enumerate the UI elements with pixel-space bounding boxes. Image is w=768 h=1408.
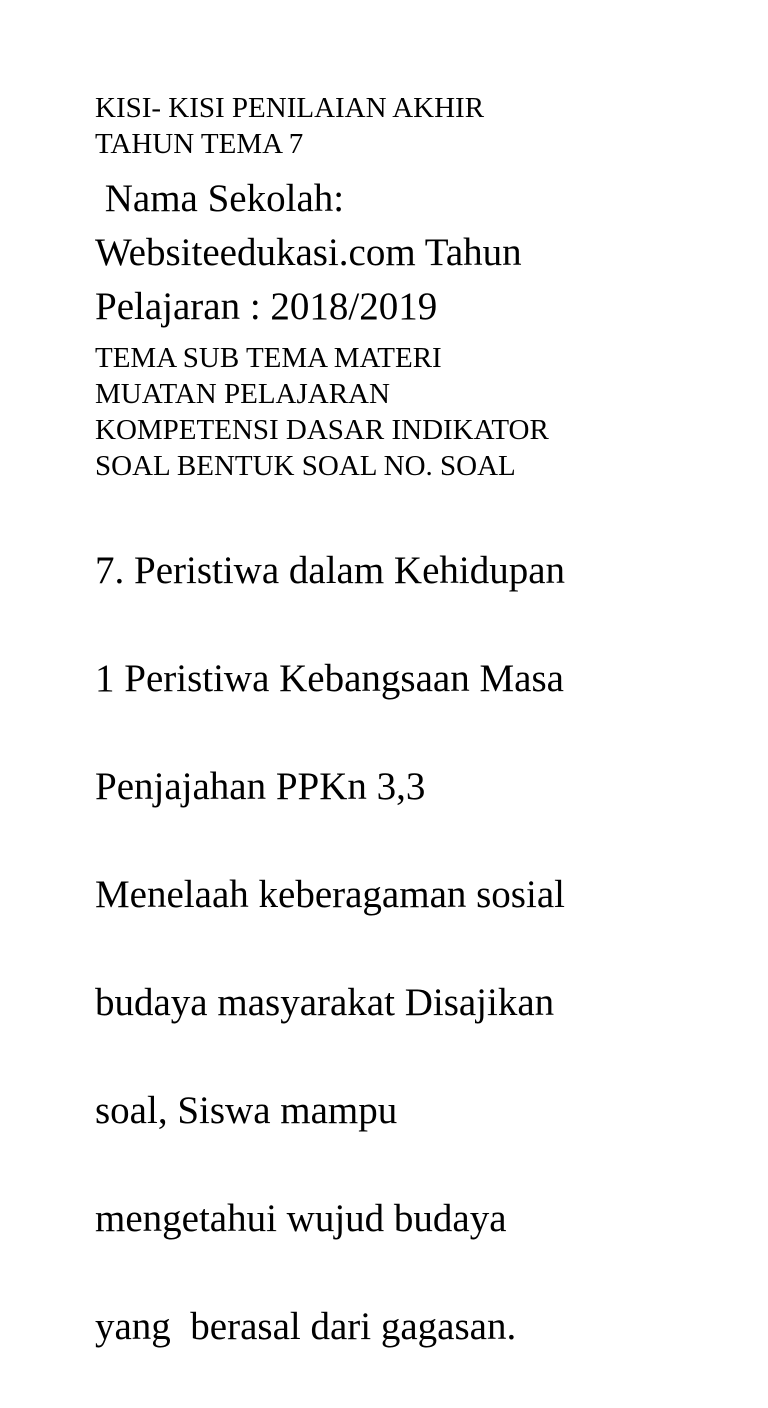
title-line: KISI- KISI PENILAIAN AKHIR xyxy=(95,92,485,124)
document-title xyxy=(95,90,695,162)
school-line: Nama Sekolah: xyxy=(95,177,345,220)
body-line: 7. Peristiwa dalam Kehidupan xyxy=(95,549,566,592)
header-line: MUATAN PELAJARAN xyxy=(95,378,390,410)
body-line: Penjajahan PPKn 3,3 xyxy=(95,765,426,808)
header-line: KOMPETENSI DASAR INDIKATOR xyxy=(95,414,549,446)
header-line: SOAL BENTUK SOAL NO. SOAL xyxy=(95,450,516,482)
body-line: mengetahui wujud budaya xyxy=(95,1197,507,1240)
body-content xyxy=(95,490,695,1408)
document-page xyxy=(95,90,695,1408)
body-line: 1 Peristiwa Kebangsaan Masa xyxy=(95,657,564,700)
column-headers xyxy=(95,340,695,484)
title-line: TAHUN TEMA 7 xyxy=(95,128,304,160)
body-line: soal, Siswa mampu xyxy=(95,1089,398,1132)
header-line: TEMA SUB TEMA MATERI xyxy=(95,342,442,374)
school-line: Pelajaran : 2018/2019 xyxy=(95,285,438,328)
body-line: Menelaah keberagaman sosial xyxy=(95,873,565,916)
body-line: budaya masyarakat Disajikan xyxy=(95,981,555,1024)
school-line: Websiteedukasi.com Tahun xyxy=(95,231,522,274)
school-info xyxy=(95,172,695,334)
body-line: yang berasal dari gagasan. xyxy=(95,1305,517,1348)
